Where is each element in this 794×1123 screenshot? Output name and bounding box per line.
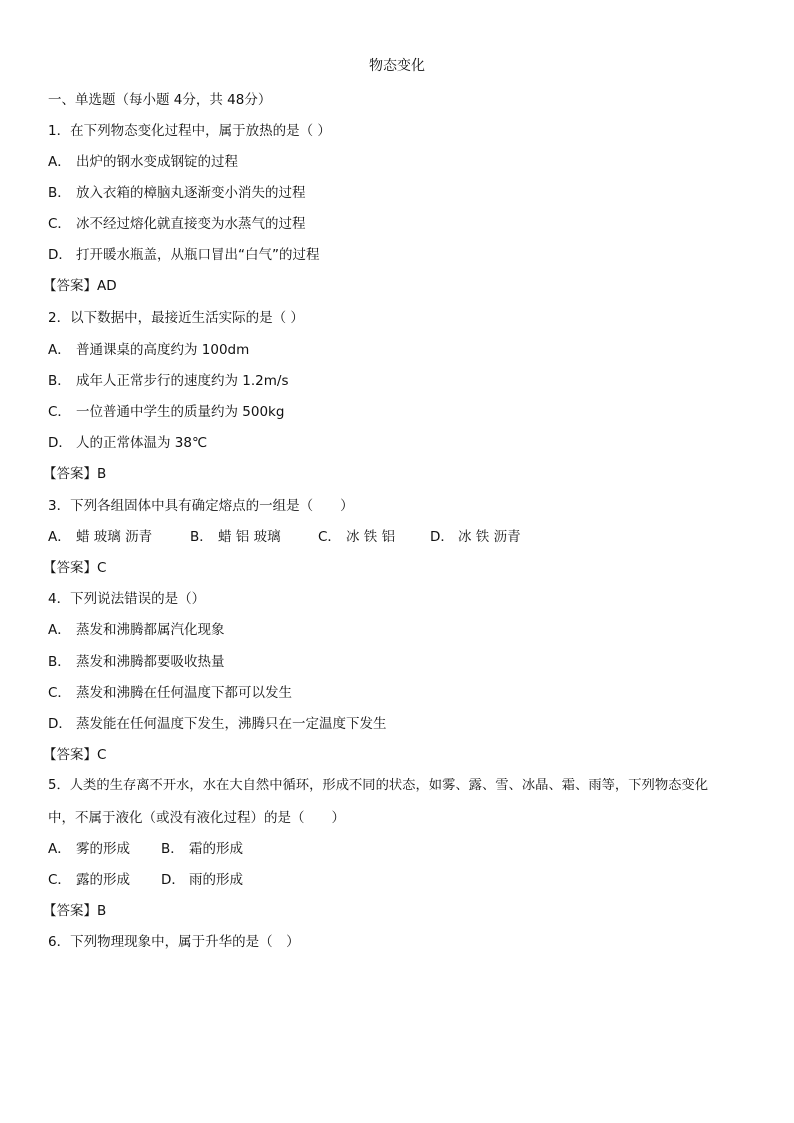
option-text: 成年人正常步行的速度约为 1.2m/s [76, 373, 289, 389]
question-4-stem: 4．下列说法错误的是（） [48, 591, 206, 607]
question-2-option-b [48, 369, 289, 389]
question-1-option-c [48, 212, 306, 232]
question-3-option-d [430, 525, 521, 545]
question-4-option-d [48, 712, 387, 732]
question-1-option-b [48, 181, 306, 201]
option-text: 雾的形成 [76, 841, 130, 857]
document-title: 物态变化 [369, 58, 425, 74]
option-text: 雨的形成 [189, 872, 243, 888]
question-2-option-a [48, 338, 249, 358]
option-label: B． [190, 529, 213, 545]
option-label: B． [161, 841, 184, 857]
option-text: 蜡 铝 玻璃 [218, 529, 281, 545]
option-label: A． [48, 622, 71, 638]
option-label: C． [48, 216, 71, 232]
option-text: 蜡 玻璃 沥青 [76, 529, 153, 545]
question-5-options-row-2 [48, 868, 243, 888]
question-1-option-d [48, 243, 320, 263]
question-5-options-row-1 [48, 837, 243, 857]
option-text: 蒸发和沸腾都属汽化现象 [76, 622, 225, 638]
option-text: 冰 铁 沥青 [458, 529, 521, 545]
question-5-stem-line-1: 5．人类的生存离不开水，水在大自然中循环，形成不同的状态，如雾、露、雪、冰晶、霜、雨等，下列物态变化 [48, 778, 709, 793]
option-text: 出炉的钢水变成钢锭的过程 [76, 154, 238, 170]
option-label: B． [48, 185, 71, 201]
option-text: 蒸发能在任何温度下发生，沸腾只在一定温度下发生 [76, 716, 387, 732]
option-text: 人的正常体温为 38℃ [76, 435, 208, 451]
question-5-option-a [48, 837, 161, 857]
question-4-option-c [48, 681, 292, 701]
question-2-stem: 2．以下数据中，最接近生活实际的是（ ） [48, 310, 304, 326]
option-label: A． [48, 342, 71, 358]
question-5-option-d [161, 868, 243, 888]
option-label: D． [48, 435, 72, 451]
question-3-option-c [318, 525, 430, 545]
question-4-option-a [48, 618, 225, 638]
option-label: B． [48, 654, 71, 670]
option-text: 普通课桌的高度约为 100dm [76, 342, 250, 358]
question-4-answer: 【答案】C [43, 747, 107, 763]
option-label: D． [430, 529, 454, 545]
question-1-option-a [48, 150, 238, 170]
question-5-option-b [161, 837, 243, 857]
option-text: 冰 铁 铝 [346, 529, 396, 545]
question-5-option-c [48, 868, 161, 888]
question-2-answer: 【答案】B [43, 466, 107, 482]
option-label: A． [48, 154, 71, 170]
option-label: C． [48, 685, 71, 701]
option-label: A． [48, 529, 71, 545]
option-text: 蒸发和沸腾在任何温度下都可以发生 [76, 685, 292, 701]
option-text: 露的形成 [76, 872, 130, 888]
section-heading: 一、单选题（每小题 4分，共 48分） [48, 92, 272, 108]
question-1-stem: 1．在下列物态变化过程中，属于放热的是（ ） [48, 123, 331, 139]
question-5-stem-line-2: 中，不属于液化（或没有液化过程）的是（ ） [48, 810, 345, 826]
option-text: 放入衣箱的樟脑丸逐渐变小消失的过程 [76, 185, 306, 201]
option-label: B． [48, 373, 71, 389]
question-5-answer: 【答案】B [43, 903, 107, 919]
question-2-option-c [48, 400, 284, 420]
question-6-stem: 6．下列物理现象中，属于升华的是（ ） [48, 934, 300, 950]
option-label: D． [48, 247, 72, 263]
option-label: D． [161, 872, 185, 888]
question-4-option-b [48, 650, 225, 670]
option-text: 打开暖水瓶盖，从瓶口冒出“白气”的过程 [76, 247, 320, 263]
option-text: 冰不经过熔化就直接变为水蒸气的过程 [76, 216, 306, 232]
question-3-answer: 【答案】C [43, 560, 107, 576]
option-label: A． [48, 841, 71, 857]
question-1-answer: 【答案】AD [43, 278, 117, 294]
question-3-options [48, 525, 521, 545]
question-3-stem: 3．下列各组固体中具有确定熔点的一组是（ ） [48, 498, 354, 514]
option-text: 霜的形成 [189, 841, 243, 857]
question-3-option-a [48, 525, 190, 545]
option-text: 蒸发和沸腾都要吸收热量 [76, 654, 225, 670]
option-label: C． [318, 529, 341, 545]
option-text: 一位普通中学生的质量约为 500kg [76, 404, 285, 420]
option-label: C． [48, 404, 71, 420]
question-3-option-b [190, 525, 318, 545]
option-label: C． [48, 872, 71, 888]
option-label: D． [48, 716, 72, 732]
question-2-option-d [48, 431, 207, 451]
